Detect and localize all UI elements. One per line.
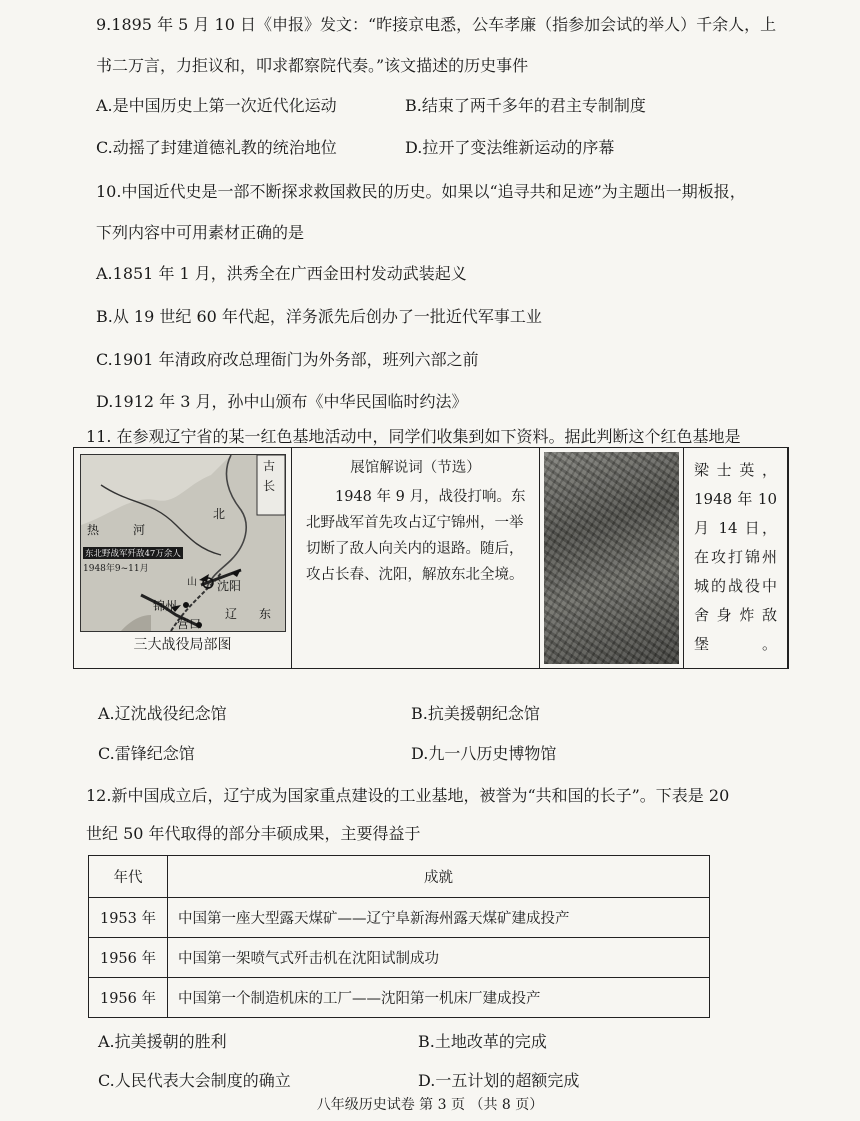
hero-bio-panel (684, 448, 788, 668)
q9-stem-line1: 9.1895 年 5 月 10 日《申报》发文：“昨接京电悉，公车孝廉（指参加会试的举人）千余人，上 (96, 15, 777, 34)
q12-option-c[interactable]: C.人民代表大会制度的确立 (98, 1071, 291, 1090)
map-label-chang: 长 (263, 479, 276, 493)
map-label-liao: 辽 (225, 607, 238, 621)
hero-photo (544, 452, 679, 664)
q12-option-b[interactable]: B.土地改革的完成 (418, 1032, 547, 1051)
table-row (89, 898, 710, 938)
map-label-re: 热 (87, 523, 100, 537)
map-date-label: 1948年9~11月 (83, 564, 149, 574)
q9-option-c[interactable]: C.动摇了封建道德礼教的统治地位 (96, 138, 337, 157)
map-label-gu: 古 (263, 459, 276, 473)
hero-bio-text: 梁士英，1948 年 10 月 14 日，在攻打锦州城的战役中舍身炸敌堡。 (694, 461, 777, 653)
q9-option-d[interactable]: D.拉开了变法维新运动的序幕 (405, 138, 615, 157)
q10-option-b[interactable]: B.从 19 世纪 60 年代起，洋务派先后创办了一批近代军事工业 (96, 307, 542, 326)
exhibit-title: 展馆解说词（节选） (350, 460, 481, 476)
q12-option-a[interactable]: A.抗美援朝的胜利 (98, 1032, 227, 1051)
page-footer: 八年级历史试卷 第 3 页 （共 8 页） (316, 1097, 544, 1113)
table-cell-achievement: 中国第一座大型露天煤矿——辽宁阜新海州露天煤矿建成投产 (168, 898, 710, 938)
exhibit-body: 1948 年 9 月，战役打响。东北野战军首先攻占辽宁锦州，一举切断了敌人向关内的退路。随后，攻占长春、沈阳，解放东北全境。 (306, 489, 526, 583)
map-label-bei: 北 (213, 507, 226, 521)
q10-option-a[interactable]: A.1851 年 1 月，洪秀全在广西金田村发动武装起义 (96, 264, 467, 283)
exhibit-text-panel (292, 448, 540, 668)
table-row (89, 938, 710, 978)
q10-option-d[interactable]: D.1912 年 3 月，孙中山颁布《中华民国临时约法》 (96, 392, 468, 411)
map-caption: 三大战役局部图 (133, 637, 232, 653)
q11-option-c[interactable]: C.雷锋纪念馆 (98, 744, 195, 763)
map-label-dong: 东 (259, 607, 272, 621)
q10-stem-line2: 下列内容中可用素材正确的是 (96, 223, 305, 242)
map-label-shan: 山 (187, 577, 197, 588)
q11-option-a[interactable]: A.辽沈战役纪念馆 (98, 704, 227, 723)
q10-option-c[interactable]: C.1901 年清政府改总理衙门为外务部，班列六部之前 (96, 350, 479, 369)
q12-option-d[interactable]: D.一五计划的超额完成 (418, 1071, 580, 1090)
q11-material-strip (73, 447, 789, 669)
table-cell-achievement: 中国第一架喷气式歼击机在沈阳试制成功 (168, 938, 710, 978)
table-header-year: 年代 (89, 856, 168, 898)
q11-stem: 11. 在参观辽宁省的某一红色基地活动中，同学们收集到如下资料。据此判断这个红色基地是 (86, 427, 741, 446)
campaign-map (80, 454, 286, 632)
map-label-shenyang: 沈阳 (217, 579, 242, 593)
map-army-tag: 东北野战军歼敌47万余人 (85, 549, 181, 559)
hero-photo-panel (540, 448, 684, 668)
q9-option-b[interactable]: B.结束了两千多年的君主专制制度 (405, 96, 646, 115)
q11-option-d[interactable]: D.九一八历史博物馆 (411, 744, 557, 763)
q10-stem-line1: 10.中国近代史是一部不断探求救国救民的历史。如果以“追寻共和足迹”为主题出一期板报， (96, 182, 746, 201)
campaign-map-panel (74, 448, 292, 668)
q9-option-a[interactable]: A.是中国历史上第一次近代化运动 (96, 96, 337, 115)
q9-stem-line2: 书二万言，力拒议和，叩求都察院代奏。”该文描述的历史事件 (96, 56, 529, 75)
map-label-he: 河 (133, 523, 146, 537)
q11-option-b[interactable]: B.抗美援朝纪念馆 (411, 704, 540, 723)
table-header-row (89, 856, 710, 898)
map-label-jinzhou: 锦州 (153, 599, 178, 613)
table-row (89, 978, 710, 1018)
table-cell-year: 1956 年 (89, 978, 168, 1018)
table-cell-year: 1953 年 (89, 898, 168, 938)
q12-stem-line2: 世纪 50 年代取得的部分丰硕成果，主要得益于 (86, 824, 421, 843)
table-cell-achievement: 中国第一个制造机床的工厂——沈阳第一机床厂建成投产 (168, 978, 710, 1018)
table-header-achievement: 成就 (168, 856, 710, 898)
q12-stem-line1: 12.新中国成立后，辽宁成为国家重点建设的工业基地，被誉为“共和国的长子”。下表是 20 (86, 786, 730, 805)
map-label-yingkou: 营口 (177, 617, 202, 631)
table-cell-year: 1956 年 (89, 938, 168, 978)
achievement-table (88, 855, 710, 1018)
